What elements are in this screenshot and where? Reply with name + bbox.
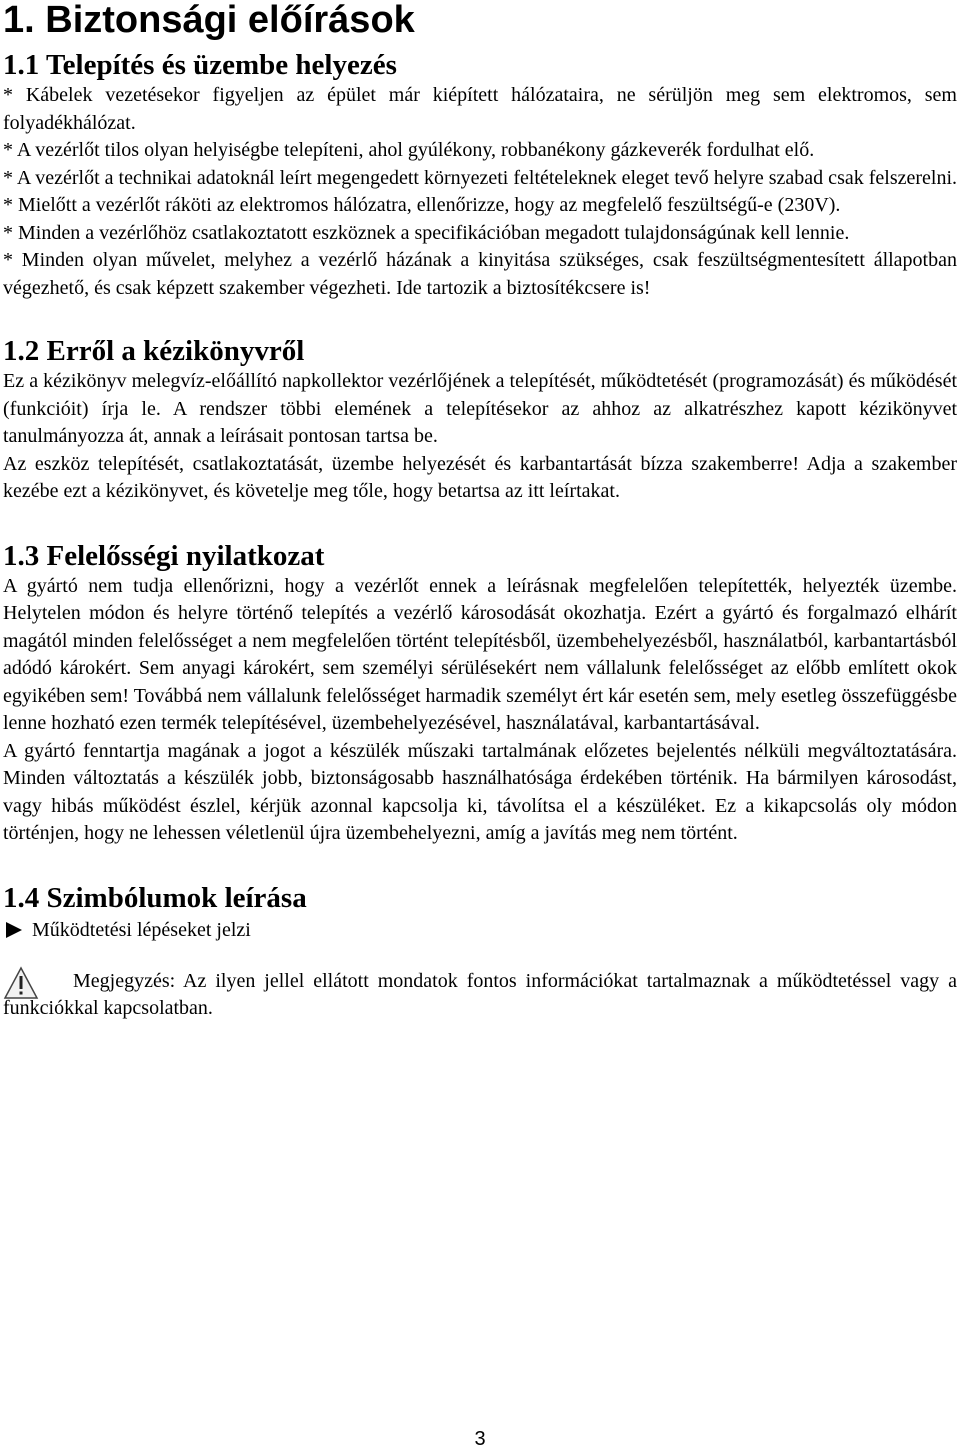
section-heading-symbols: 1.4 Szimbólumok leírása bbox=[3, 881, 307, 914]
safety-item: * A vezérlőt a technikai adatoknál leírt megengedett környezeti feltételeknek eleget tevő helyre szabad csak felszerelni. bbox=[3, 166, 958, 189]
note-text: Megjegyzés: Az ilyen jellel ellátott mondatok fontos információkat tartalmaznak a működtetéssel vagy a funkciókkal kapcsolatban. bbox=[3, 969, 957, 1019]
safety-item: * A vezérlőt tilos olyan helyiségbe telepíteni, ahol gyúlékony, robbanékony gázkeverék fordulhat elő. bbox=[3, 139, 815, 161]
page-number: 3 bbox=[474, 1428, 486, 1450]
document-page bbox=[3, 0, 957, 1023]
play-triangle-icon bbox=[6, 922, 22, 938]
section-heading-liability: 1.3 Felelősségi nyilatkozat bbox=[3, 539, 325, 572]
section-heading-manual: 1.2 Erről a kézikönyvről bbox=[3, 335, 305, 367]
safety-item: * Minden olyan művelet, melyhez a vezérlő házának a kinyitása szükséges, csak feszültségmentesített állapotban végezhető, és csak képzett szakember végezheti. Ide tartozik a biztosítékcsere is! bbox=[3, 249, 957, 299]
section-heading-installation: 1.1 Telepítés és üzembe helyezés bbox=[3, 49, 397, 81]
page-title: 1. Biztonsági előírások bbox=[3, 0, 415, 41]
paragraph: Ez a kézikönyv melegvíz-előállító napkollektor vezérlőjének a telepítését, működtetését (programozását) és működését (funkcióit) írja le. A rendszer többi elemének a telepítésekor az ahhoz az alkatrészhez kapott kézikönyvet tanulmányozza át, annak a leírásait pontosan tartsa be. bbox=[3, 370, 957, 447]
safety-item: * Kábelek vezetésekor figyeljen az épület már kiépített hálózataira, ne sérüljön meg sem elektromos, sem folyadékhálózat. bbox=[3, 84, 957, 134]
symbol-arrow-row bbox=[3, 917, 957, 944]
symbol-arrow-label: Működtetési lépéseket jelzi bbox=[32, 918, 251, 941]
symbol-note-row bbox=[3, 968, 957, 1023]
paragraph: A gyártó nem tudja ellenőrizni, hogy a vezérlőt ennek a leírásnak megfelelően telepítették, helyezték üzembe. Helytelen módon és helyre történő telepítés a vezérlő károsodását okozhatja. Ezért a gyártó és forgalmazó elhárít magától minden felelősséget a nem megfelelően történt telepítésből, üzembehelyezésből, használatból, karbantartásból adódó károkért. Sem anyagi károkért, sem személyi sérülésekért nem vállalunk felelősséget az előbb említett okok egyikében sem! Továbbá nem vállalunk felelősséget harmadik személyt ért kár esetén sem, mely esetleg összefüggésbe lenne hozható ezen termék telepítésével, üzembehelyezésével, használatával, karbantartásával. bbox=[3, 574, 958, 734]
safety-item: * Mielőtt a vezérlőt ráköti az elektromos hálózatra, ellenőrizze, hogy az megfelelő feszültségű-e (230V). bbox=[3, 194, 841, 216]
paragraph: Az eszköz telepítését, csatlakoztatását, üzembe helyezését és karbantartását bízza szakemberre! Adja a szakember kezébe ezt a kézikönyvet, és követelje meg tőle, hogy betartsa az itt leírtakat. bbox=[3, 452, 957, 502]
note-paragraph bbox=[3, 968, 957, 1023]
warning-triangle-icon bbox=[3, 966, 39, 1000]
paragraph: A gyártó fenntartja magának a jogot a készülék műszaki tartalmának előzetes bejelentés nélküli megváltoztatására. Minden változtatás a készülék jobb, biztonságosabb használhatósága érdekében történik. Ha bármilyen károsodást, vagy hibás működést észlel, kérjük azonnal kapcsolja ki, távolítsa el a készüléket. Ez a kikapcsolás oly módon történjen, hogy ne lehessen véletlenül újra üzembehelyezni, amíg a javítás meg nem történt. bbox=[3, 739, 957, 844]
safety-item: * Minden a vezérlőhöz csatlakoztatott eszköznek a specifikációban megadott tulajdonságúnak kell lennie. bbox=[3, 221, 850, 244]
